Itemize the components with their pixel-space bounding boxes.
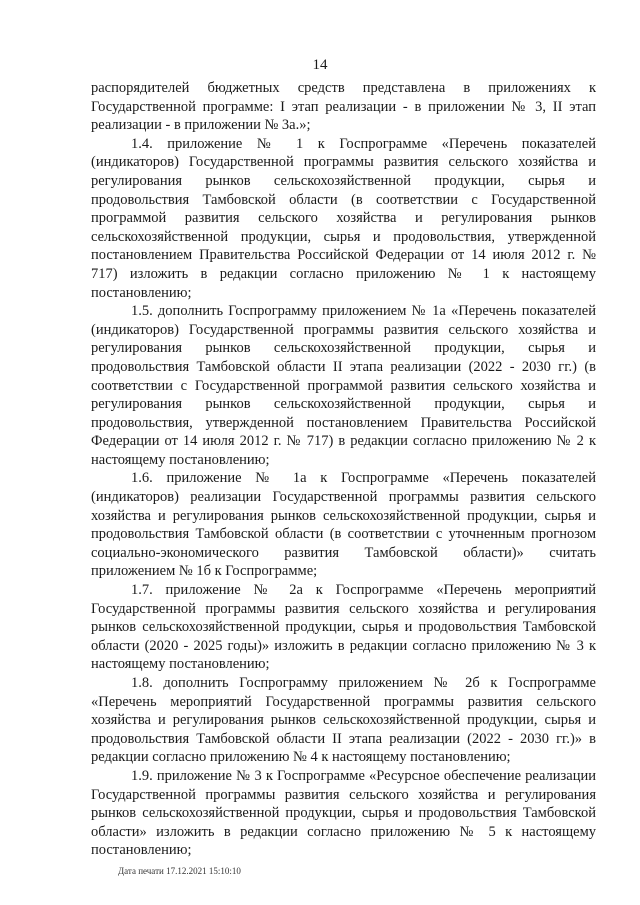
page-number: 14 [312, 57, 328, 73]
paragraph-1-5: 1.5. дополнить Госпрограмму приложением № 1а «Перечень показателей (индикаторов) Государственной программы развития сельского хозяйства и регулирования рынков сельскохозяйственной продукции, сырья и продовольствия Тамбовской области II этапа реализации (2022 - 2030 гг.) (в соответствии с Государственной программой развития сельского хозяйства и регулирования рынков сельскохозяйственной продукции, сырья и продовольствия, утвержденной постановлением Правительства Российской Федерации от 14 июля 2012 г. № 717) в редакции согласно приложению № 2 к настоящему постановлению; [91, 303, 596, 468]
paragraph-1-8: 1.8. дополнить Госпрограмму приложением № 2б к Госпрограмме «Перечень мероприятий Государственной программы развития сельского хозяйства и регулирования рынков сельскохозяйственной продукции, сырья и продовольствия Тамбовской области II этапа реализации (2022 - 2030 гг.)» в редакции согласно приложению № 4 к настоящему постановлению; [91, 675, 596, 766]
paragraph-1-7: 1.7. приложение № 2а к Госпрограмме «Перечень мероприятий Государственной программы развития сельского хозяйства и регулирования рынков сельскохозяйственной продукции, сырья и продовольствия Тамбовской области (2020 - 2025 годы)» изложить в редакции согласно приложению № 3 к настоящему постановлению; [91, 582, 596, 673]
paragraph-1-6: 1.6. приложение № 1а к Госпрограмме «Перечень показателей (индикаторов) реализации Государственной программы развития сельского хозяйства и регулирования рынков сельскохозяйственной продукции, сырья и продовольствия Тамбовской области (в соответствии с уточненным прогнозом социально-экономического развития Тамбовской области)» считать приложением № 1б к Госпрограмме; [91, 470, 596, 580]
paragraph-1-4: 1.4. приложение № 1 к Госпрограмме «Перечень показателей (индикаторов) Государственной программы развития сельского хозяйства и регулирования рынков сельскохозяйственной продукции, сырья и продовольствия Тамбовской области (в соответствии с Государственной программой развития сельского хозяйства и регулирования рынков сельскохозяйственной продукции, сырья и продовольствия, утвержденной постановлением Правительства Российской Федерации от 14 июля 2012 г. № 717) изложить в редакции согласно приложению № 1 к настоящему постановлению; [91, 135, 596, 301]
paragraph-continuation: распорядителей бюджетных средств представлена в приложениях к Государственной программе: I этап реализации - в приложении № 3, II этап реализации - в приложении № 3а.»; [91, 80, 596, 134]
print-date-footer: Дата печати 17.12.2021 15:10:10 [118, 866, 241, 876]
document-body [91, 79, 596, 860]
paragraph-1-9: 1.9. приложение № 3 к Госпрограмме «Ресурсное обеспечение реализации Государственной программы развития сельского хозяйства и регулирования рынков сельскохозяйственной продукции, сырья и продовольствия Тамбовской области» изложить в редакции согласно приложению № 5 к настоящему постановлению; [91, 767, 596, 859]
